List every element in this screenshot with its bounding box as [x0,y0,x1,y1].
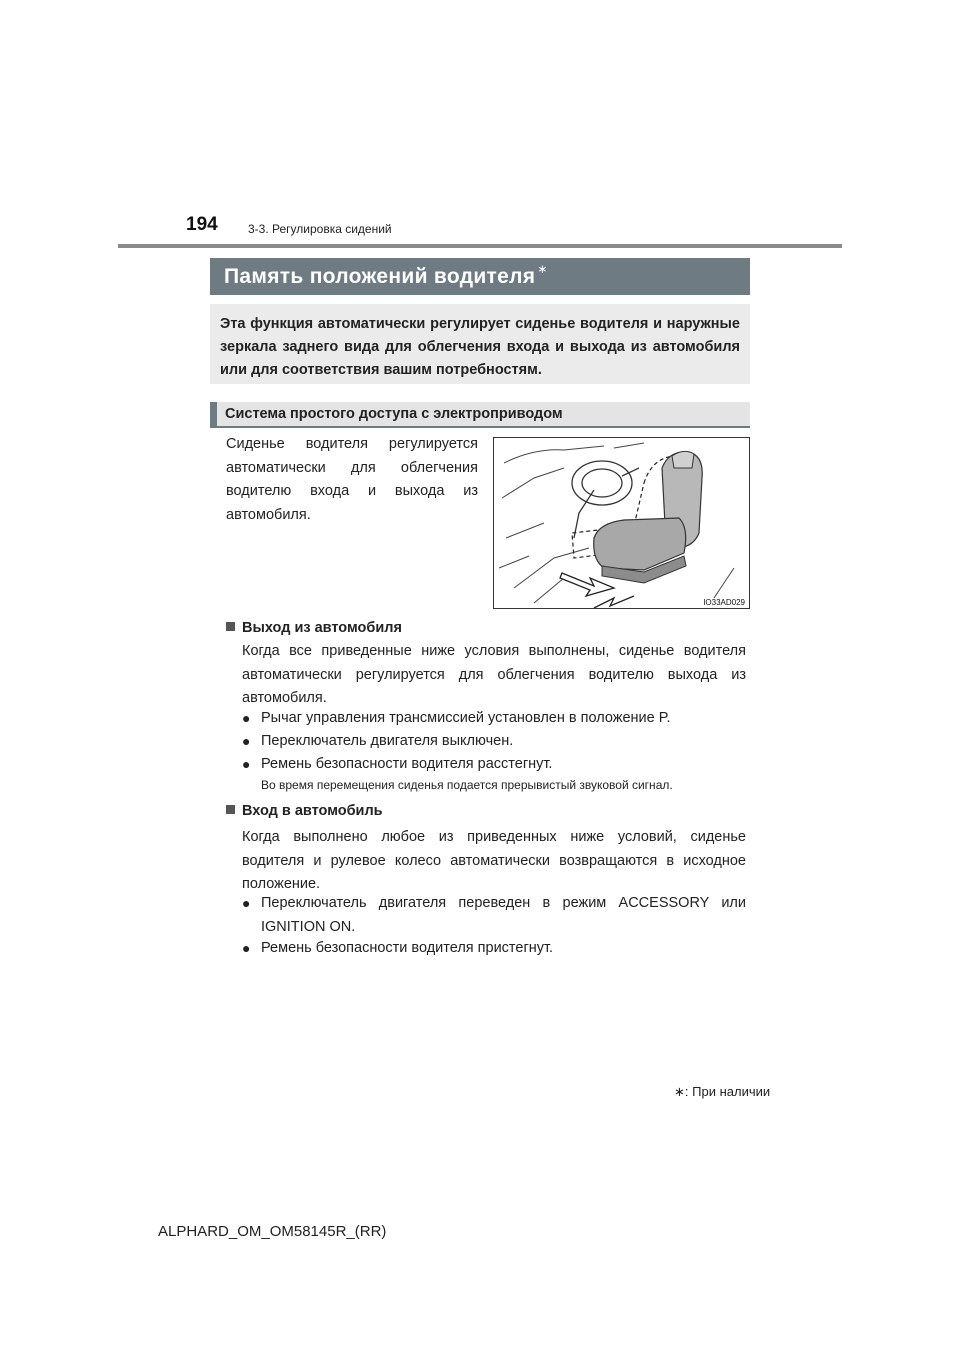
bullet-icon: ● [242,895,251,911]
page-number: 194 [186,214,218,235]
footnote [674,1084,770,1100]
subsection-heading: Система простого доступа с электроприводом [210,402,750,428]
bullet-icon: ● [242,756,251,772]
figure-code: IO33AD029 [703,598,745,607]
bullet-text: Рычаг управления трансмиссией установлен в положение P. [261,710,671,726]
exit-paragraph [242,640,746,711]
paragraph-line: автоматически регулируется для облегчения водителю выхода из [242,666,746,683]
exit-heading-text: Выход из автомобиля [242,620,402,636]
seat-illustration [493,437,750,609]
description-line: водителю входа и выхода из [226,483,478,499]
paragraph-line: водителя и рулевое колесо автоматически возвращаются в исходное [242,852,746,869]
footnote-star-icon: ∗ [674,1084,685,1099]
subsection-description [226,433,478,527]
square-marker-icon [226,805,235,814]
bullet-text: IGNITION ON. [261,918,356,935]
page-title: Память положений водителя [224,264,536,288]
entry-paragraph [242,826,746,897]
paragraph-line: Когда выполнено любое из приведенных ниже условий, сиденье [242,829,746,845]
entry-heading-text: Вход в автомобиль [242,803,383,819]
description-line: автомобиля. [226,506,311,523]
bullet-icon: ● [242,733,251,749]
description-line: Сиденье водителя регулируется [226,436,478,452]
paragraph-line: положение. [242,876,321,892]
intro-text: Эта функция автоматически регулирует сиденье водителя и наружные зеркала заднего вида для облегчения входа и выхода из автомобиля или для соответствия вашим потребностям. [210,304,750,384]
header-rule [118,244,842,248]
paragraph-line: автомобиля. [242,690,327,706]
bullet-text: Переключатель двигателя выключен. [261,733,514,749]
document-id: ALPHARD_OM_OM58145R_(RR) [158,1223,387,1240]
entry-heading [226,803,383,819]
beep-note: Во время перемещения сиденья подается прерывистый звуковой сигнал. [261,778,673,792]
bullet-icon: ● [242,710,251,726]
page-title-bar [210,258,750,295]
availability-star-icon: ∗ [537,261,548,276]
bullet-text: Ремень безопасности водителя расстегнут. [261,756,553,772]
exit-heading [226,620,402,636]
section-breadcrumb: 3-3. Регулировка сидений [248,222,392,236]
bullet-icon: ● [242,940,251,956]
driver-seat-drawing [494,438,749,608]
paragraph-line: Когда все приведенные ниже условия выполнены, сиденье водителя [242,643,746,659]
bullet-text: Переключатель двигателя переведен в режим ACCESSORY или [261,895,746,911]
description-line: автоматически для облегчения [226,459,478,476]
square-marker-icon [226,622,235,631]
bullet-text: Ремень безопасности водителя пристегнут. [261,940,554,956]
footnote-text: : При наличии [684,1084,771,1099]
